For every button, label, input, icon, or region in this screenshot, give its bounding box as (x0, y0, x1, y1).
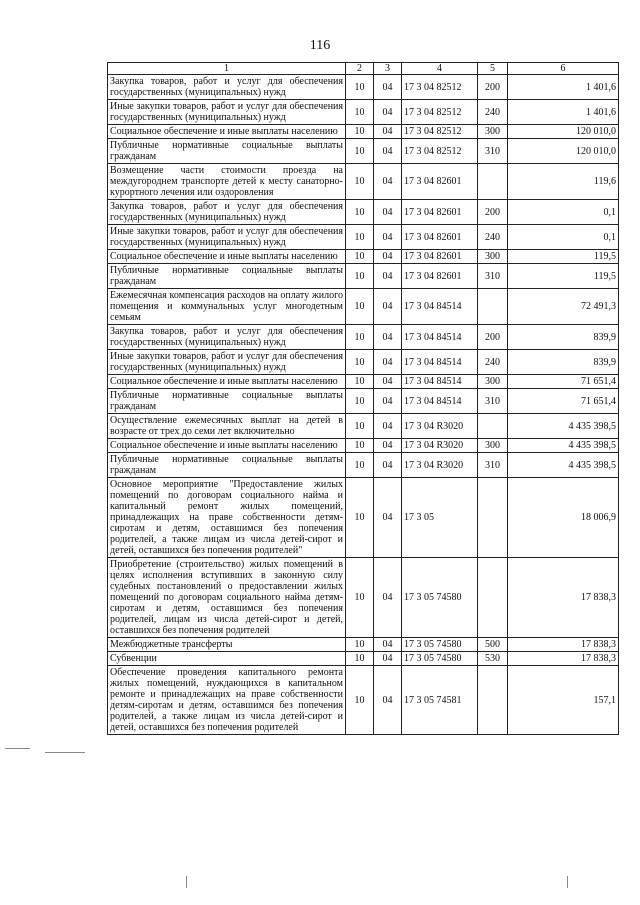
row-subsection: 04 (374, 638, 402, 652)
row-name: Осуществление ежемесячных выплат на детей в возрасте от трех до семи лет включительно (108, 414, 346, 439)
row-subsection: 04 (374, 139, 402, 164)
row-name: Иные закупки товаров, работ и услуг для обеспечения государственных (муниципальных) нужд (108, 100, 346, 125)
row-subsection: 04 (374, 558, 402, 638)
row-name: Ежемесячная компенсация расходов на оплату жилого помещения и коммунальных услуг многодетным семьям (108, 289, 346, 325)
row-vr (478, 289, 508, 325)
table-body (108, 75, 619, 735)
row-csr: 17 3 05 (402, 478, 478, 558)
row-vr: 300 (478, 250, 508, 264)
row-vr (478, 164, 508, 200)
row-vr (478, 558, 508, 638)
header-col-subsection: 3 (374, 63, 402, 75)
budget-table (107, 62, 619, 735)
row-name: Публичные нормативные социальные выплаты гражданам (108, 453, 346, 478)
row-amount: 17 838,3 (508, 558, 619, 638)
table-row (108, 75, 619, 100)
row-section: 10 (346, 75, 374, 100)
row-name: Межбюджетные трансферты (108, 638, 346, 652)
row-name: Закупка товаров, работ и услуг для обеспечения государственных (муниципальных) нужд (108, 325, 346, 350)
row-csr: 17 3 04 82512 (402, 125, 478, 139)
row-amount: 71 651,4 (508, 389, 619, 414)
row-amount: 1 401,6 (508, 75, 619, 100)
row-vr (478, 478, 508, 558)
row-amount: 1 401,6 (508, 100, 619, 125)
row-name: Социальное обеспечение и иные выплаты населению (108, 250, 346, 264)
row-vr: 200 (478, 75, 508, 100)
row-name: Иные закупки товаров, работ и услуг для обеспечения государственных (муниципальных) нужд (108, 350, 346, 375)
table-row (108, 164, 619, 200)
row-csr: 17 3 04 82601 (402, 225, 478, 250)
row-vr: 200 (478, 200, 508, 225)
row-csr: 17 3 04 82601 (402, 164, 478, 200)
row-csr: 17 3 05 74580 (402, 652, 478, 666)
row-amount: 0,1 (508, 225, 619, 250)
table-row (108, 414, 619, 439)
row-vr: 310 (478, 139, 508, 164)
row-name: Возмещение части стоимости проезда на междугороднем транспорте детей к месту санаторно-курортного лечения или оздоровления (108, 164, 346, 200)
row-subsection: 04 (374, 164, 402, 200)
table-row (108, 289, 619, 325)
row-csr: 17 3 04 82512 (402, 139, 478, 164)
row-subsection: 04 (374, 200, 402, 225)
row-subsection: 04 (374, 389, 402, 414)
row-amount: 119,5 (508, 250, 619, 264)
table-row (108, 264, 619, 289)
row-subsection: 04 (374, 325, 402, 350)
table-row (108, 250, 619, 264)
row-subsection: 04 (374, 666, 402, 735)
row-csr: 17 3 04 84514 (402, 375, 478, 389)
table-row (108, 478, 619, 558)
table-row (108, 125, 619, 139)
row-name: Закупка товаров, работ и услуг для обеспечения государственных (муниципальных) нужд (108, 75, 346, 100)
row-vr: 500 (478, 638, 508, 652)
row-section: 10 (346, 439, 374, 453)
row-amount: 119,5 (508, 264, 619, 289)
row-vr (478, 414, 508, 439)
row-name: Основное мероприятие "Предоставление жилых помещений по договорам социального найма и капитальный ремонт жилых помещений, принадлежащих на праве собственности детям-сиротам и детям, оставшимся без попечения родителей, а также лицам из числа детей-сирот и детей, оставшихся без попечения родителей" (108, 478, 346, 558)
row-subsection: 04 (374, 264, 402, 289)
row-name: Публичные нормативные социальные выплаты гражданам (108, 389, 346, 414)
row-amount: 72 491,3 (508, 289, 619, 325)
page-number: 116 (309, 38, 331, 53)
row-subsection: 04 (374, 75, 402, 100)
row-amount: 4 435 398,5 (508, 414, 619, 439)
row-name: Закупка товаров, работ и услуг для обеспечения государственных (муниципальных) нужд (108, 200, 346, 225)
header-col-vr: 5 (478, 63, 508, 75)
table-row (108, 200, 619, 225)
row-csr: 17 3 04 84514 (402, 325, 478, 350)
row-section: 10 (346, 638, 374, 652)
row-name: Обеспечение проведения капитального ремонта жилых помещений, нуждающихся в капитальном ремонте и принадлежащих на праве собственности детям-сиротам и детям, оставшимся без попечения родителей, а также лицам из числа детей-сирот и детей, оставшихся без попечения родителей (108, 666, 346, 735)
row-section: 10 (346, 389, 374, 414)
header-col-amount: 6 (508, 63, 619, 75)
table-row (108, 350, 619, 375)
row-csr: 17 3 04 82512 (402, 75, 478, 100)
row-csr: 17 3 04 82601 (402, 200, 478, 225)
row-vr: 240 (478, 350, 508, 375)
row-name: Социальное обеспечение и иные выплаты населению (108, 439, 346, 453)
row-subsection: 04 (374, 375, 402, 389)
row-csr: 17 3 04 R3020 (402, 414, 478, 439)
row-subsection: 04 (374, 250, 402, 264)
row-vr: 300 (478, 125, 508, 139)
row-csr: 17 3 04 R3020 (402, 439, 478, 453)
row-subsection: 04 (374, 652, 402, 666)
row-csr: 17 3 04 82601 (402, 264, 478, 289)
table-row (108, 375, 619, 389)
row-amount: 157,1 (508, 666, 619, 735)
row-vr: 200 (478, 325, 508, 350)
row-amount: 120 010,0 (508, 125, 619, 139)
row-name: Приобретение (строительство) жилых помещений в целях исполнения вступивших в законную силу судебных постановлений о предоставлении жилых помещений по договорам социального найма детям-сиротам и детям, оставшимся без попечения родителей, лицам из числа детей-сирот и детей, оставшихся без попечения родителей (108, 558, 346, 638)
table-row (108, 389, 619, 414)
row-amount: 0,1 (508, 200, 619, 225)
scan-artifact (45, 752, 85, 753)
row-subsection: 04 (374, 100, 402, 125)
row-name: Публичные нормативные социальные выплаты гражданам (108, 139, 346, 164)
header-col-name: 1 (108, 63, 346, 75)
row-name: Публичные нормативные социальные выплаты гражданам (108, 264, 346, 289)
row-section: 10 (346, 225, 374, 250)
row-subsection: 04 (374, 350, 402, 375)
row-vr: 530 (478, 652, 508, 666)
row-vr: 240 (478, 100, 508, 125)
row-amount: 17 838,3 (508, 652, 619, 666)
row-section: 10 (346, 289, 374, 325)
row-subsection: 04 (374, 225, 402, 250)
row-csr: 17 3 04 84514 (402, 289, 478, 325)
row-section: 10 (346, 666, 374, 735)
table-row (108, 652, 619, 666)
row-section: 10 (346, 200, 374, 225)
table-row (108, 638, 619, 652)
row-csr: 17 3 04 R3020 (402, 453, 478, 478)
row-vr: 300 (478, 439, 508, 453)
row-section: 10 (346, 139, 374, 164)
row-vr: 240 (478, 225, 508, 250)
row-name: Иные закупки товаров, работ и услуг для обеспечения государственных (муниципальных) нужд (108, 225, 346, 250)
row-amount: 71 651,4 (508, 375, 619, 389)
row-csr: 17 3 04 82512 (402, 100, 478, 125)
row-vr (478, 666, 508, 735)
table-row (108, 558, 619, 638)
row-csr: 17 3 05 74580 (402, 638, 478, 652)
row-section: 10 (346, 264, 374, 289)
row-section: 10 (346, 453, 374, 478)
row-section: 10 (346, 250, 374, 264)
row-section: 10 (346, 164, 374, 200)
header-col-csr: 4 (402, 63, 478, 75)
row-amount: 839,9 (508, 350, 619, 375)
row-name: Социальное обеспечение и иные выплаты населению (108, 375, 346, 389)
row-subsection: 04 (374, 453, 402, 478)
row-subsection: 04 (374, 478, 402, 558)
row-amount: 17 838,3 (508, 638, 619, 652)
row-amount: 120 010,0 (508, 139, 619, 164)
row-csr: 17 3 04 84514 (402, 350, 478, 375)
table-row (108, 139, 619, 164)
row-amount: 119,6 (508, 164, 619, 200)
row-name: Субвенции (108, 652, 346, 666)
row-section: 10 (346, 558, 374, 638)
row-amount: 4 435 398,5 (508, 439, 619, 453)
table-row (108, 100, 619, 125)
table-row (108, 225, 619, 250)
scan-artifact (567, 876, 568, 888)
header-col-section: 2 (346, 63, 374, 75)
row-amount: 18 006,9 (508, 478, 619, 558)
row-subsection: 04 (374, 439, 402, 453)
row-amount: 4 435 398,5 (508, 453, 619, 478)
row-section: 10 (346, 375, 374, 389)
row-vr: 300 (478, 375, 508, 389)
row-amount: 839,9 (508, 325, 619, 350)
scan-artifact (5, 748, 30, 749)
row-name: Социальное обеспечение и иные выплаты населению (108, 125, 346, 139)
row-subsection: 04 (374, 289, 402, 325)
row-section: 10 (346, 125, 374, 139)
row-section: 10 (346, 652, 374, 666)
row-section: 10 (346, 100, 374, 125)
table-header-row (108, 63, 619, 75)
row-csr: 17 3 04 84514 (402, 389, 478, 414)
scan-artifact (186, 876, 187, 888)
row-section: 10 (346, 478, 374, 558)
row-vr: 310 (478, 389, 508, 414)
row-csr: 17 3 05 74580 (402, 558, 478, 638)
row-vr: 310 (478, 453, 508, 478)
table-row (108, 453, 619, 478)
table-row (108, 439, 619, 453)
row-vr: 310 (478, 264, 508, 289)
table-row (108, 666, 619, 735)
row-csr: 17 3 05 74581 (402, 666, 478, 735)
row-section: 10 (346, 414, 374, 439)
row-csr: 17 3 04 82601 (402, 250, 478, 264)
row-section: 10 (346, 350, 374, 375)
row-section: 10 (346, 325, 374, 350)
table-row (108, 325, 619, 350)
row-subsection: 04 (374, 125, 402, 139)
row-subsection: 04 (374, 414, 402, 439)
